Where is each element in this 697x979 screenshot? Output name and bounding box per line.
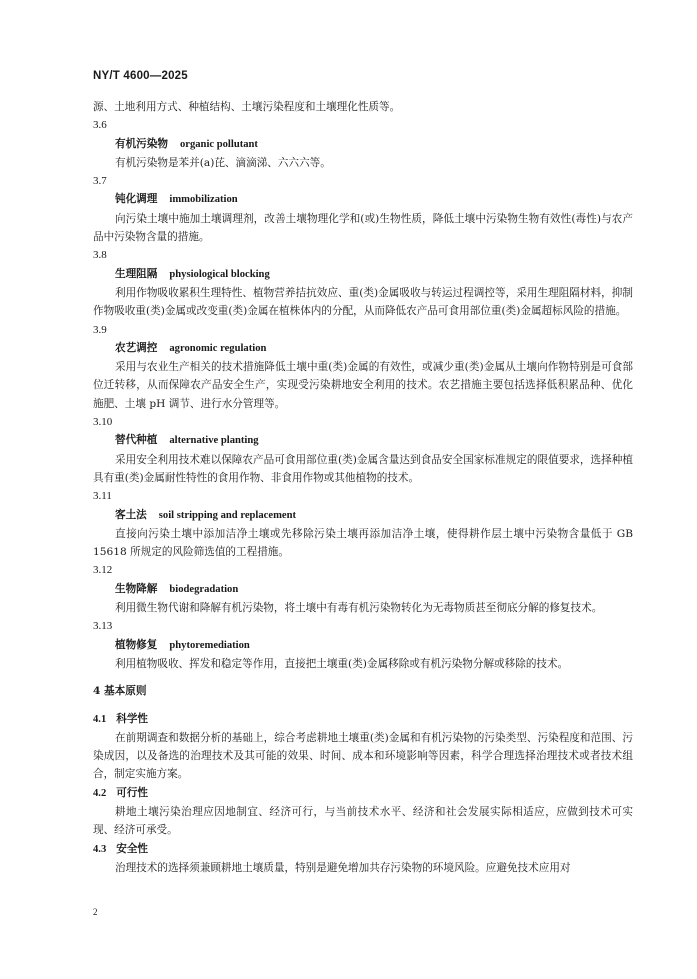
term-number: 3.11	[93, 490, 112, 503]
term-entry	[93, 617, 633, 673]
term-number: 3.9	[93, 323, 107, 336]
term-definition: 向污染土壤中施加土壤调理剂，改善土壤物理化学和(或)生物性质，降低土壤中污染物生物有效性(毒性)与农产品中污染物含量的措施。	[93, 212, 633, 244]
term-number: 3.12	[93, 564, 113, 577]
document-body	[93, 98, 633, 877]
term-en: biodegradation	[169, 583, 239, 595]
term-entry	[93, 172, 633, 246]
term-en: physiological blocking	[169, 268, 270, 280]
term-title	[93, 135, 633, 154]
subsection	[93, 710, 633, 784]
subsection-text: 治理技术的选择须兼顾耕地土壤质量，特别是避免增加共存污染物的环境风险。应避免技术应用对	[115, 861, 571, 874]
page-number: 2	[93, 907, 98, 917]
intro-line: 源、土地利用方式、种植结构、土壤污染程度和土壤理化性质等。	[93, 101, 401, 113]
term-en: immobilization	[169, 194, 238, 206]
subsection-number: 4.2	[93, 787, 107, 799]
subsection	[93, 784, 633, 840]
term-cn: 植物修复	[115, 638, 158, 651]
term-definition: 利用作物吸收累积生理特性、植物营养拮抗效应、重(类)金属吸收与转运过程调控等，采用生理阻隔材料，抑制作物吸收重(类)金属或改变重(类)金属在植株体内的分配，从而降低农产品可食用部位重(类)金属超标风险的措施。	[93, 286, 633, 318]
term-definition: 有机污染物是苯并(a)芘、滴滴涕、六六六等。	[115, 156, 331, 169]
term-title	[93, 580, 633, 599]
term-cn: 有机污染物	[115, 137, 168, 150]
term-title	[93, 506, 633, 525]
term-cn: 客土法	[115, 508, 147, 521]
term-entry	[93, 413, 633, 487]
term-title	[93, 431, 633, 450]
subsection-heading	[93, 710, 633, 729]
term-entry	[93, 246, 633, 320]
term-cn: 生理阻隔	[115, 267, 158, 280]
term-entry	[93, 561, 633, 617]
term-entry	[93, 321, 633, 413]
section-heading: 4 基本原则	[93, 685, 147, 698]
subsection-title: 科学性	[116, 712, 149, 725]
term-cn: 农艺调控	[115, 341, 158, 354]
term-title	[93, 190, 633, 209]
term-en: phytoremediation	[169, 639, 250, 651]
subsection-text: 耕地土壤污染治理应因地制宜、经济可行，与当前技术水平、经济和社会发展实际相适应，应做到技术可实现、经济可承受。	[93, 805, 633, 837]
term-title	[93, 265, 633, 284]
term-cn: 生物降解	[115, 582, 158, 595]
term-en: soil stripping and replacement	[158, 509, 297, 521]
standard-code-header: NY/T 4600—2025	[93, 70, 188, 82]
subsection-number: 4.1	[93, 713, 107, 725]
term-definition: 利用植物吸收、挥发和稳定等作用，直接把土壤重(类)金属移除或有机污染物分解或移除的技术。	[115, 657, 569, 670]
subsection-number: 4.3	[93, 843, 107, 855]
term-number: 3.6	[93, 119, 107, 132]
term-entry	[93, 116, 633, 172]
term-title	[93, 339, 633, 358]
term-definition: 采用安全利用技术难以保障农产品可食用部位重(类)金属含量达到食品安全国家标准规定的限值要求，选择种植具有重(类)金属耐性特性的食用作物、非食用作物或其他植物的技术。	[93, 453, 633, 484]
term-number: 3.8	[93, 249, 107, 262]
term-cn: 钝化调理	[115, 193, 158, 206]
subsection-heading	[93, 840, 633, 859]
term-number: 3.7	[93, 175, 107, 188]
subsection-heading	[93, 784, 633, 803]
term-en: agronomic regulation	[169, 342, 267, 354]
subsection-title: 安全性	[116, 842, 149, 855]
term-en: alternative planting	[169, 435, 259, 447]
term-definition: 利用微生物代谢和降解有机污染物，将土壤中有毒有机污染物转化为无毒物质甚至彻底分解的修复技术。	[115, 602, 603, 615]
term-entry	[93, 487, 633, 561]
term-definition: 直接向污染土壤中添加洁净土壤或先移除污染土壤再添加洁净土壤，使得耕作层土壤中污染物含量低于 GB 15618 所规定的风险筛选值的工程措施。	[93, 527, 633, 559]
subsection	[93, 840, 633, 878]
term-en: organic pollutant	[179, 138, 258, 150]
term-number: 3.13	[93, 620, 113, 633]
term-title	[93, 636, 633, 655]
term-number: 3.10	[93, 416, 113, 429]
term-cn: 替代种植	[115, 434, 158, 447]
subsection-title: 可行性	[116, 786, 149, 799]
subsection-text: 在前期调查和数据分析的基础上，综合考虑耕地土壤重(类)金属和有机污染物的污染类型、污染程度和范围、污染成因，以及备选的治理技术及其可能的效果、时间、成本和环境影响等因素，科学合理选择治理技术或者技术组合，制定实施方案。	[93, 731, 633, 781]
term-definition: 采用与农业生产相关的技术措施降低土壤中重(类)金属的有效性，或减少重(类)金属从土壤向作物特别是可食部位迁转移，从而保障农产品安全生产，实现受污染耕地安全利用的技术。农艺措施主要包括选择低积累品种、优化施肥、土壤 pH 调节、进行水分管理等。	[93, 361, 633, 410]
